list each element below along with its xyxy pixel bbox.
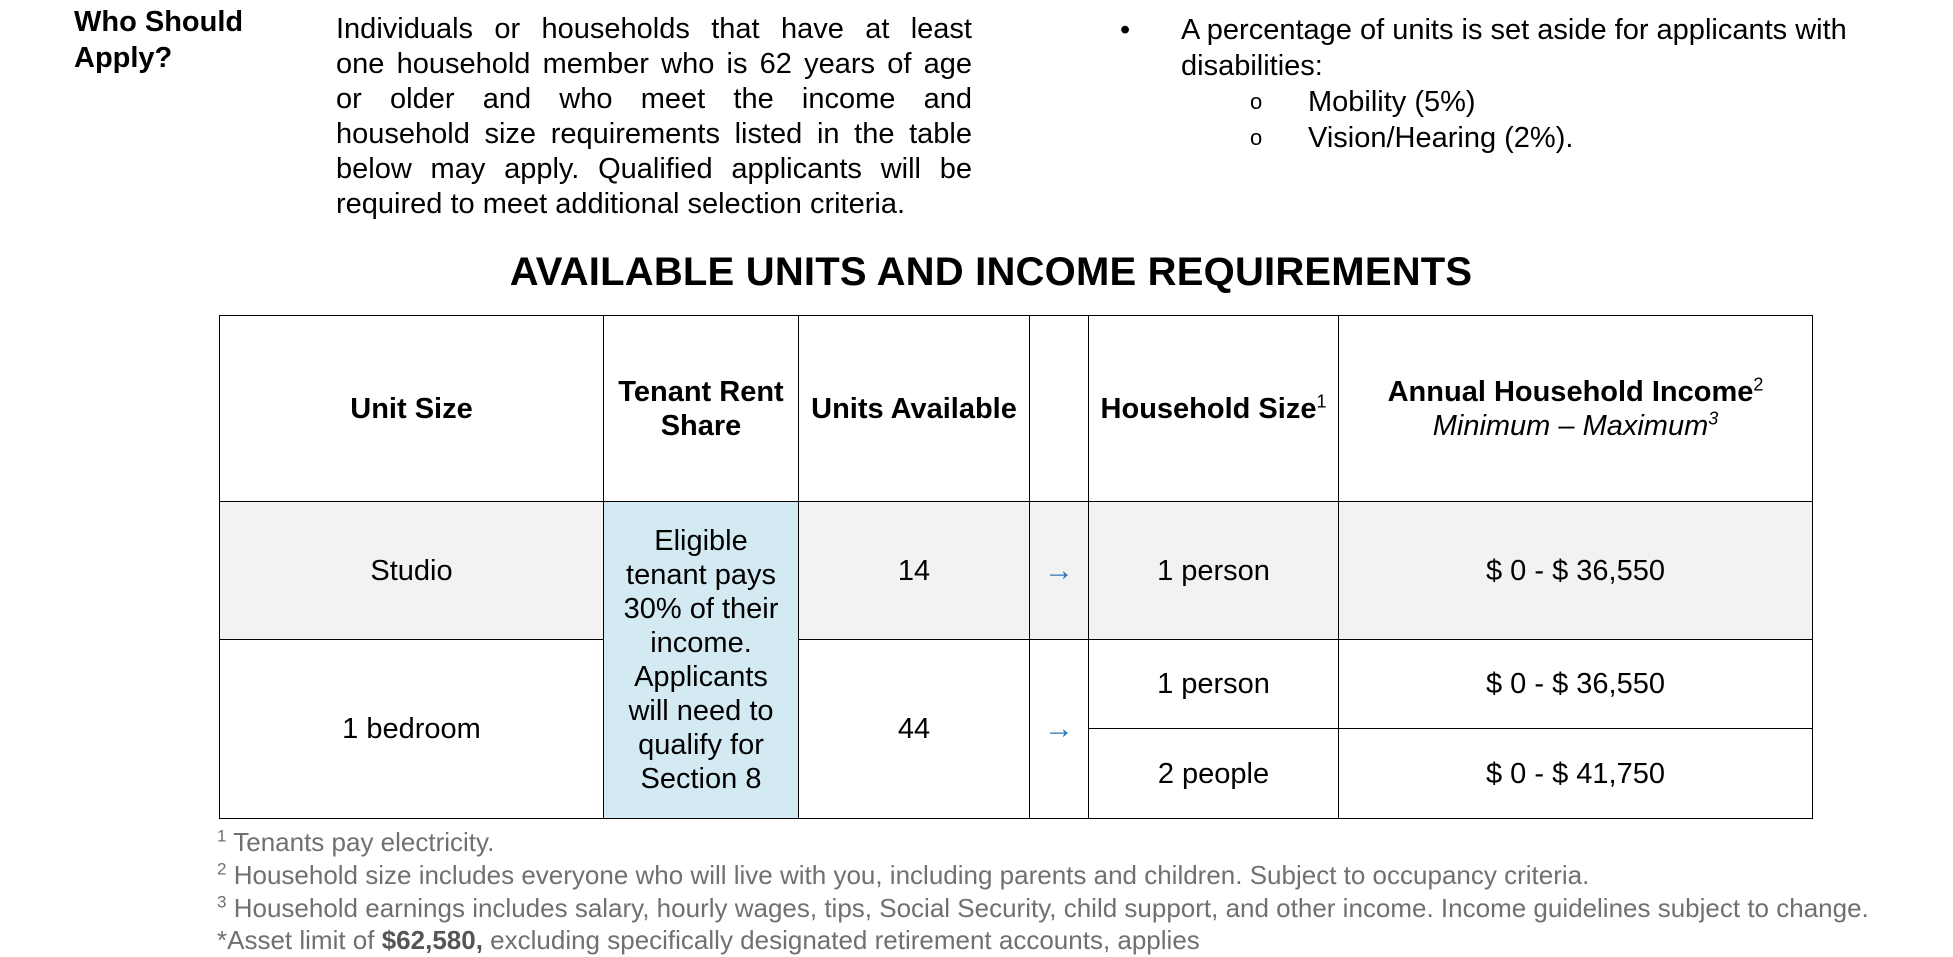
sub-bullet-marker-mobility: o [1250,89,1263,114]
eligibility-paragraph [336,12,972,222]
sub-bullet-mobility: Mobility (5%) [1308,86,1476,118]
footnote-3: $^3$ Household earnings includes salary, hourly wages, tips, Social Security, child support, and other income. Income guidelines subject to change. [217,892,1869,923]
eligibility-line: one household member who is 62 years of age [336,48,972,80]
arrow-icon: → [1030,502,1089,640]
bullet-line1: A percentage of units is set aside for applicants with [1181,14,1847,46]
eligibility-line: below may apply. Qualified applicants will be [336,153,972,185]
header-annual-income: Annual Household Income$^2$ Minimum – Maximum$^3$ [1339,316,1813,502]
eligibility-line: or older and who meet the income and [336,83,972,115]
who-label-line2: Apply? [74,42,173,74]
who-label-line1: Who Should [74,6,244,38]
sub-bullet-vision-hearing: Vision/Hearing (2%). [1308,122,1574,154]
cell-unit-size: 1 bedroom [220,640,604,819]
table-row-1-bedroom [220,640,1813,729]
table-row-studio [220,502,1813,640]
footnote-2: $^2$ Household size includes everyone who will live with you, including parents and children. Subject to occupancy criteria. [217,859,1590,890]
who-should-apply-label [74,4,243,76]
bullet-marker: • [1120,14,1131,46]
arrow-icon: → [1030,640,1089,819]
units-income-table [219,315,1813,819]
disability-setaside-bullet [1181,12,1901,84]
asset-limit-note: *Asset limit of $62,580, excluding specifically designated retirement accounts, applies [217,925,1200,955]
footnote-1: $^1$ Tenants pay electricity. [217,826,495,857]
cell-units-available: 44 [799,640,1030,819]
cell-household-size: 1 person [1089,502,1339,640]
cell-unit-size: Studio [220,502,604,640]
bullet-line2: disabilities: [1181,50,1323,82]
cell-tenant-rent-share: Eligible tenant pays 30% of their income. Applicants will need to qualify for Section 8 [604,502,799,819]
cell-household-size: 1 person [1089,640,1339,729]
eligibility-line: household size requirements listed in the table [336,118,972,150]
cell-units-available: 14 [799,502,1030,640]
cell-household-size: 2 people [1089,729,1339,819]
table-header-row [220,316,1813,502]
header-tenant-rent-share: Tenant Rent Share [604,316,799,502]
cell-income-range: $ 0 - $ 36,550 [1339,640,1813,729]
header-household-size: Household Size$^1$ [1089,316,1339,502]
header-unit-size: Unit Size [220,316,604,502]
header-units-available: Units Available [799,316,1030,502]
eligibility-line: required to meet additional selection criteria. [336,188,906,220]
header-arrow-spacer [1030,316,1089,502]
sub-bullet-marker-vision: o [1250,125,1263,150]
cell-income-range: $ 0 - $ 41,750 [1339,729,1813,819]
eligibility-line: Individuals or households that have at least [336,13,972,45]
table-title: AVAILABLE UNITS AND INCOME REQUIREMENTS [509,250,1473,294]
cell-income-range: $ 0 - $ 36,550 [1339,502,1813,640]
